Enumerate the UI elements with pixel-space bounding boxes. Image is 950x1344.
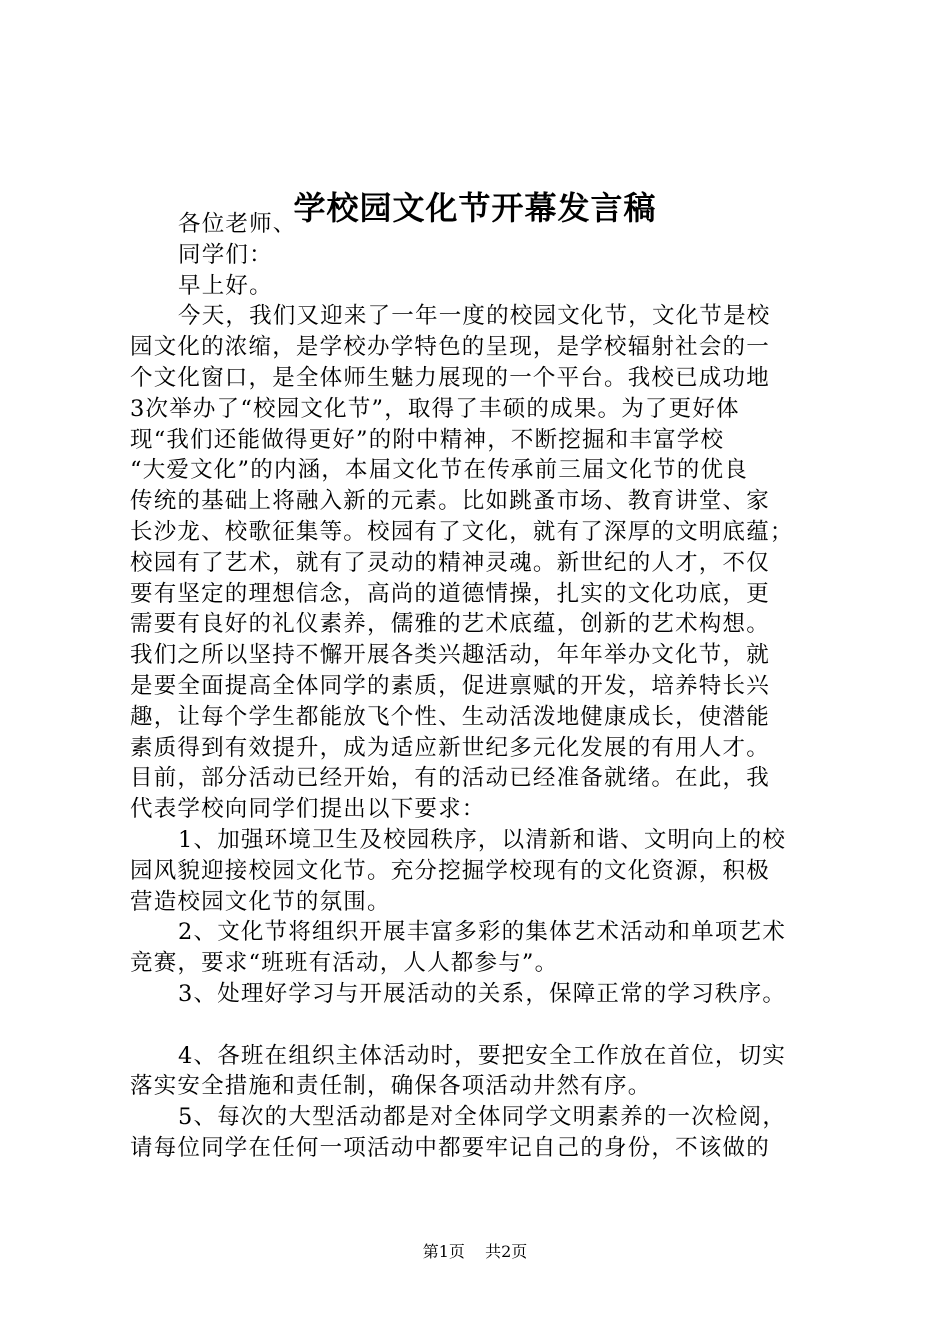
- body-line: 个文化窗口，是全体师生魅力展现的一个平台。我校已成功地: [130, 364, 770, 391]
- body-line: 长沙龙、校歌征集等。校园有了文化，就有了深厚的文明底蕴；: [130, 518, 794, 545]
- body-line: 3、处理好学习与开展活动的关系，保障正常的学习秩序。: [178, 980, 787, 1007]
- body-line: 5、每次的大型活动都是对全体同学文明素养的一次检阅，: [178, 1104, 787, 1131]
- body-line: 代表学校向同学们提出以下要求：: [130, 796, 486, 823]
- body-line: 要有坚定的理想信念，高尚的道德情操，扎实的文化功底，更: [130, 580, 770, 607]
- body-line: 竞赛，要求“班班有活动，人人都参与”。: [130, 950, 559, 977]
- document-title: 学校园文化节开幕发言稿: [293, 189, 657, 227]
- body-line: 4、各班在组织主体活动时，要把安全工作放在首位，切实: [178, 1042, 787, 1069]
- body-line: 园文化的浓缩，是学校办学特色的呈现，是学校辐射社会的一: [130, 334, 770, 361]
- body-line: 传统的基础上将融入新的元素。比如跳蚤市场、教育讲堂、家: [130, 488, 770, 515]
- body-line: 趣，让每个学生都能放飞个性、生动活泼地健康成长，使潜能: [130, 703, 770, 730]
- body-line: 3次举办了“校园文化节”，取得了丰硕的成果。为了更好体: [130, 395, 740, 422]
- body-line: 营造校园文化节的氛围。: [130, 888, 391, 915]
- body-line: 各位老师、: [178, 211, 297, 237]
- body-line: 落实安全措施和责任制，确保各项活动井然有序。: [130, 1073, 652, 1100]
- body-line: 1、加强环境卫生及校园秩序，以清新和谐、文明向上的校: [178, 826, 787, 853]
- body-line: 我们之所以坚持不懈开展各类兴趣活动，年年举办文化节，就: [130, 642, 770, 669]
- page-number-current: 第1页: [422, 1242, 465, 1261]
- document-body: [130, 209, 840, 1164]
- body-line: 校园有了艺术，就有了灵动的精神灵魂。新世纪的人才，不仅: [130, 549, 770, 576]
- body-line: 同学们：: [178, 241, 273, 268]
- body-line: 早上好。: [178, 272, 273, 299]
- body-line: 今天，我们又迎来了一年一度的校园文化节，文化节是校: [178, 303, 771, 330]
- page-number-total: 共2页: [485, 1242, 528, 1261]
- page-footer: [0, 1240, 950, 1264]
- body-line: 目前，部分活动已经开始，有的活动已经准备就绪。在此，我: [130, 765, 770, 792]
- body-line: 请每位同学在任何一项活动中都要牢记自己的身份，不该做的: [130, 1134, 770, 1161]
- blank-line: [130, 1010, 840, 1041]
- body-line: 需要有良好的礼仪素养，儒雅的艺术底蕴，创新的艺术构想。: [130, 611, 770, 638]
- body-line: 园风貌迎接校园文化节。充分挖掘学校现有的文化资源，积极: [130, 857, 770, 884]
- body-line: “大爱文化”的内涵，本届文化节在传承前三届文化节的优良: [130, 457, 748, 484]
- body-line: 现“我们还能做得更好”的附中精神，不断挖掘和丰富学校: [130, 426, 725, 453]
- body-line: 素质得到有效提升，成为适应新世纪多元化发展的有用人才。: [130, 734, 770, 761]
- body-line: 是要全面提高全体同学的素质，促进禀赋的开发，培养特长兴: [130, 672, 770, 699]
- body-line: 2、文化节将组织开展丰富多彩的集体艺术活动和单项艺术: [178, 919, 787, 946]
